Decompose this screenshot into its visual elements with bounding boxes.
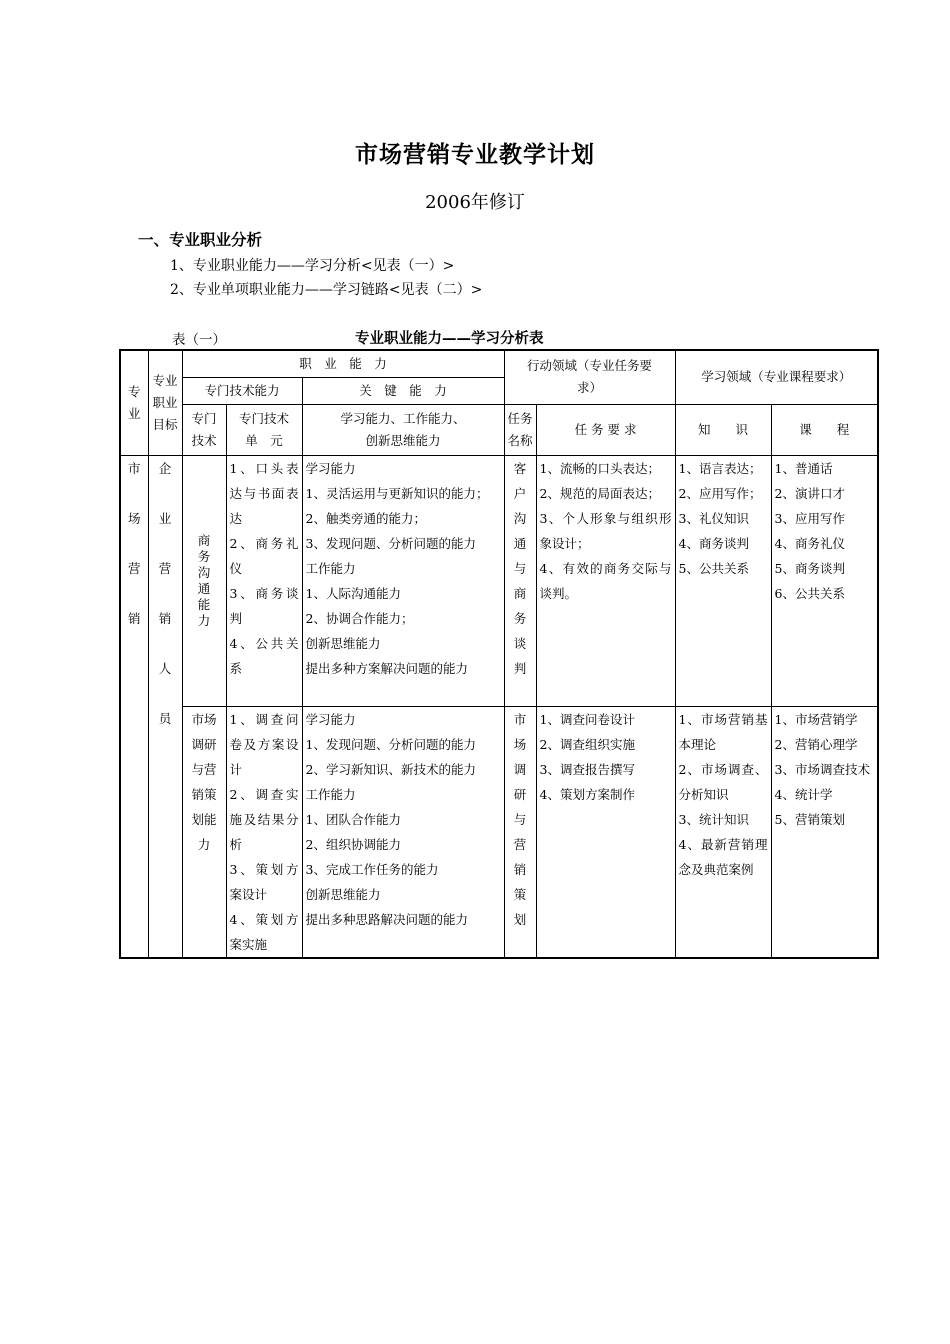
ability-cell: 学习能力 1、发现问题、分析问题的能力 2、学习新知识、新技术的能力 工作能力 1、团队合作能力 2、组织协调能力 3、完成工作任务的能力 创新思维能力 提出多种思路解决问题的能力 bbox=[302, 706, 504, 958]
knowledge-cell: 1、市场营销基本理论 2、市场调查、分析知识 3、统计知识 4、最新营销理念及典范案例 bbox=[675, 706, 771, 958]
unit-cell: 1、调查问卷及方案设计 2、调查实施及结果分析 3、策划方案设计 4、策划方案实施 bbox=[226, 706, 302, 958]
tech-cell: 商 务 沟 通 能 力 bbox=[182, 455, 226, 706]
header-task-requirement: 任 务 要 求 bbox=[536, 404, 675, 455]
header-key-ability: 关 键 能 力 bbox=[302, 377, 504, 404]
ability-cell: 学习能力 1、灵活运用与更新知识的能力； 2、触类旁通的能力； 3、发现问题、分析问题的能力 工作能力 1、人际沟通能力 2、协调合作能力； 创新思维能力 提出多种方案解决问题的能力 bbox=[302, 455, 504, 706]
header-course: 课 程 bbox=[771, 404, 878, 455]
header-specialized-ability: 专门技术能力 bbox=[182, 377, 302, 404]
header-action-domain: 行动领域（专业任务要 求） bbox=[504, 350, 675, 404]
list-item: 2、专业单项职业能力——学习链路<见表（二）> bbox=[170, 282, 483, 298]
unit-cell: 1、口头表达与书面表达 2、商务礼仪 3、商务谈判 4、公共关系 bbox=[226, 455, 302, 706]
table-row bbox=[120, 706, 878, 958]
task-requirement-cell: 1、流畅的口头表达； 2、规范的局面表达； 3、个人形象与组织形象设计； 4、有效的商务交际与谈判。 bbox=[536, 455, 675, 706]
analysis-table bbox=[119, 349, 879, 959]
header-target: 专业 职业 目标 bbox=[148, 350, 182, 455]
header-learning-ability: 学习能力、工作能力、 创新思维能力 bbox=[302, 404, 504, 455]
table-row bbox=[120, 455, 878, 706]
tech-cell: 市场 调研 与营 销策 划能 力 bbox=[182, 706, 226, 958]
header-specialized-unit: 专门技术 单 元 bbox=[226, 404, 302, 455]
header-knowledge: 知 识 bbox=[675, 404, 771, 455]
task-name-cell: 市 场 调 研 与 营 销 策 划 bbox=[504, 706, 536, 958]
header-learning-domain: 学习领域（专业课程要求） bbox=[675, 350, 878, 404]
page-title: 市场营销专业教学计划 bbox=[355, 142, 595, 168]
header-career-ability: 职 业 能 力 bbox=[182, 350, 504, 377]
knowledge-cell: 1、语言表达； 2、应用写作； 3、礼仪知识 4、商务谈判 5、公共关系 bbox=[675, 455, 771, 706]
section-heading: 一、专业职业分析 bbox=[138, 231, 263, 249]
page-subtitle: 2006年修订 bbox=[425, 192, 525, 213]
table-caption: 专业职业能力——学习分析表 bbox=[355, 331, 544, 347]
header-specialized-tech: 专门 技术 bbox=[182, 404, 226, 455]
target-cell: 企 业 营 销 人 员 bbox=[148, 455, 182, 958]
table-label: 表（一） bbox=[172, 332, 226, 348]
major-cell: 市 场 营 销 bbox=[120, 455, 148, 958]
course-cell: 1、普通话 2、演讲口才 3、应用写作 4、商务礼仪 5、商务谈判 6、公共关系 bbox=[771, 455, 878, 706]
header-task-name: 任务 名称 bbox=[504, 404, 536, 455]
header-major: 专 业 bbox=[120, 350, 148, 455]
course-cell: 1、市场营销学 2、营销心理学 3、市场调查技术 4、统计学 5、营销策划 bbox=[771, 706, 878, 958]
task-name-cell: 客 户 沟 通 与 商 务 谈 判 bbox=[504, 455, 536, 706]
task-requirement-cell: 1、调查问卷设计 2、调查组织实施 3、调查报告撰写 4、策划方案制作 bbox=[536, 706, 675, 958]
list-item: 1、专业职业能力——学习分析<见表（一）> bbox=[170, 258, 455, 274]
